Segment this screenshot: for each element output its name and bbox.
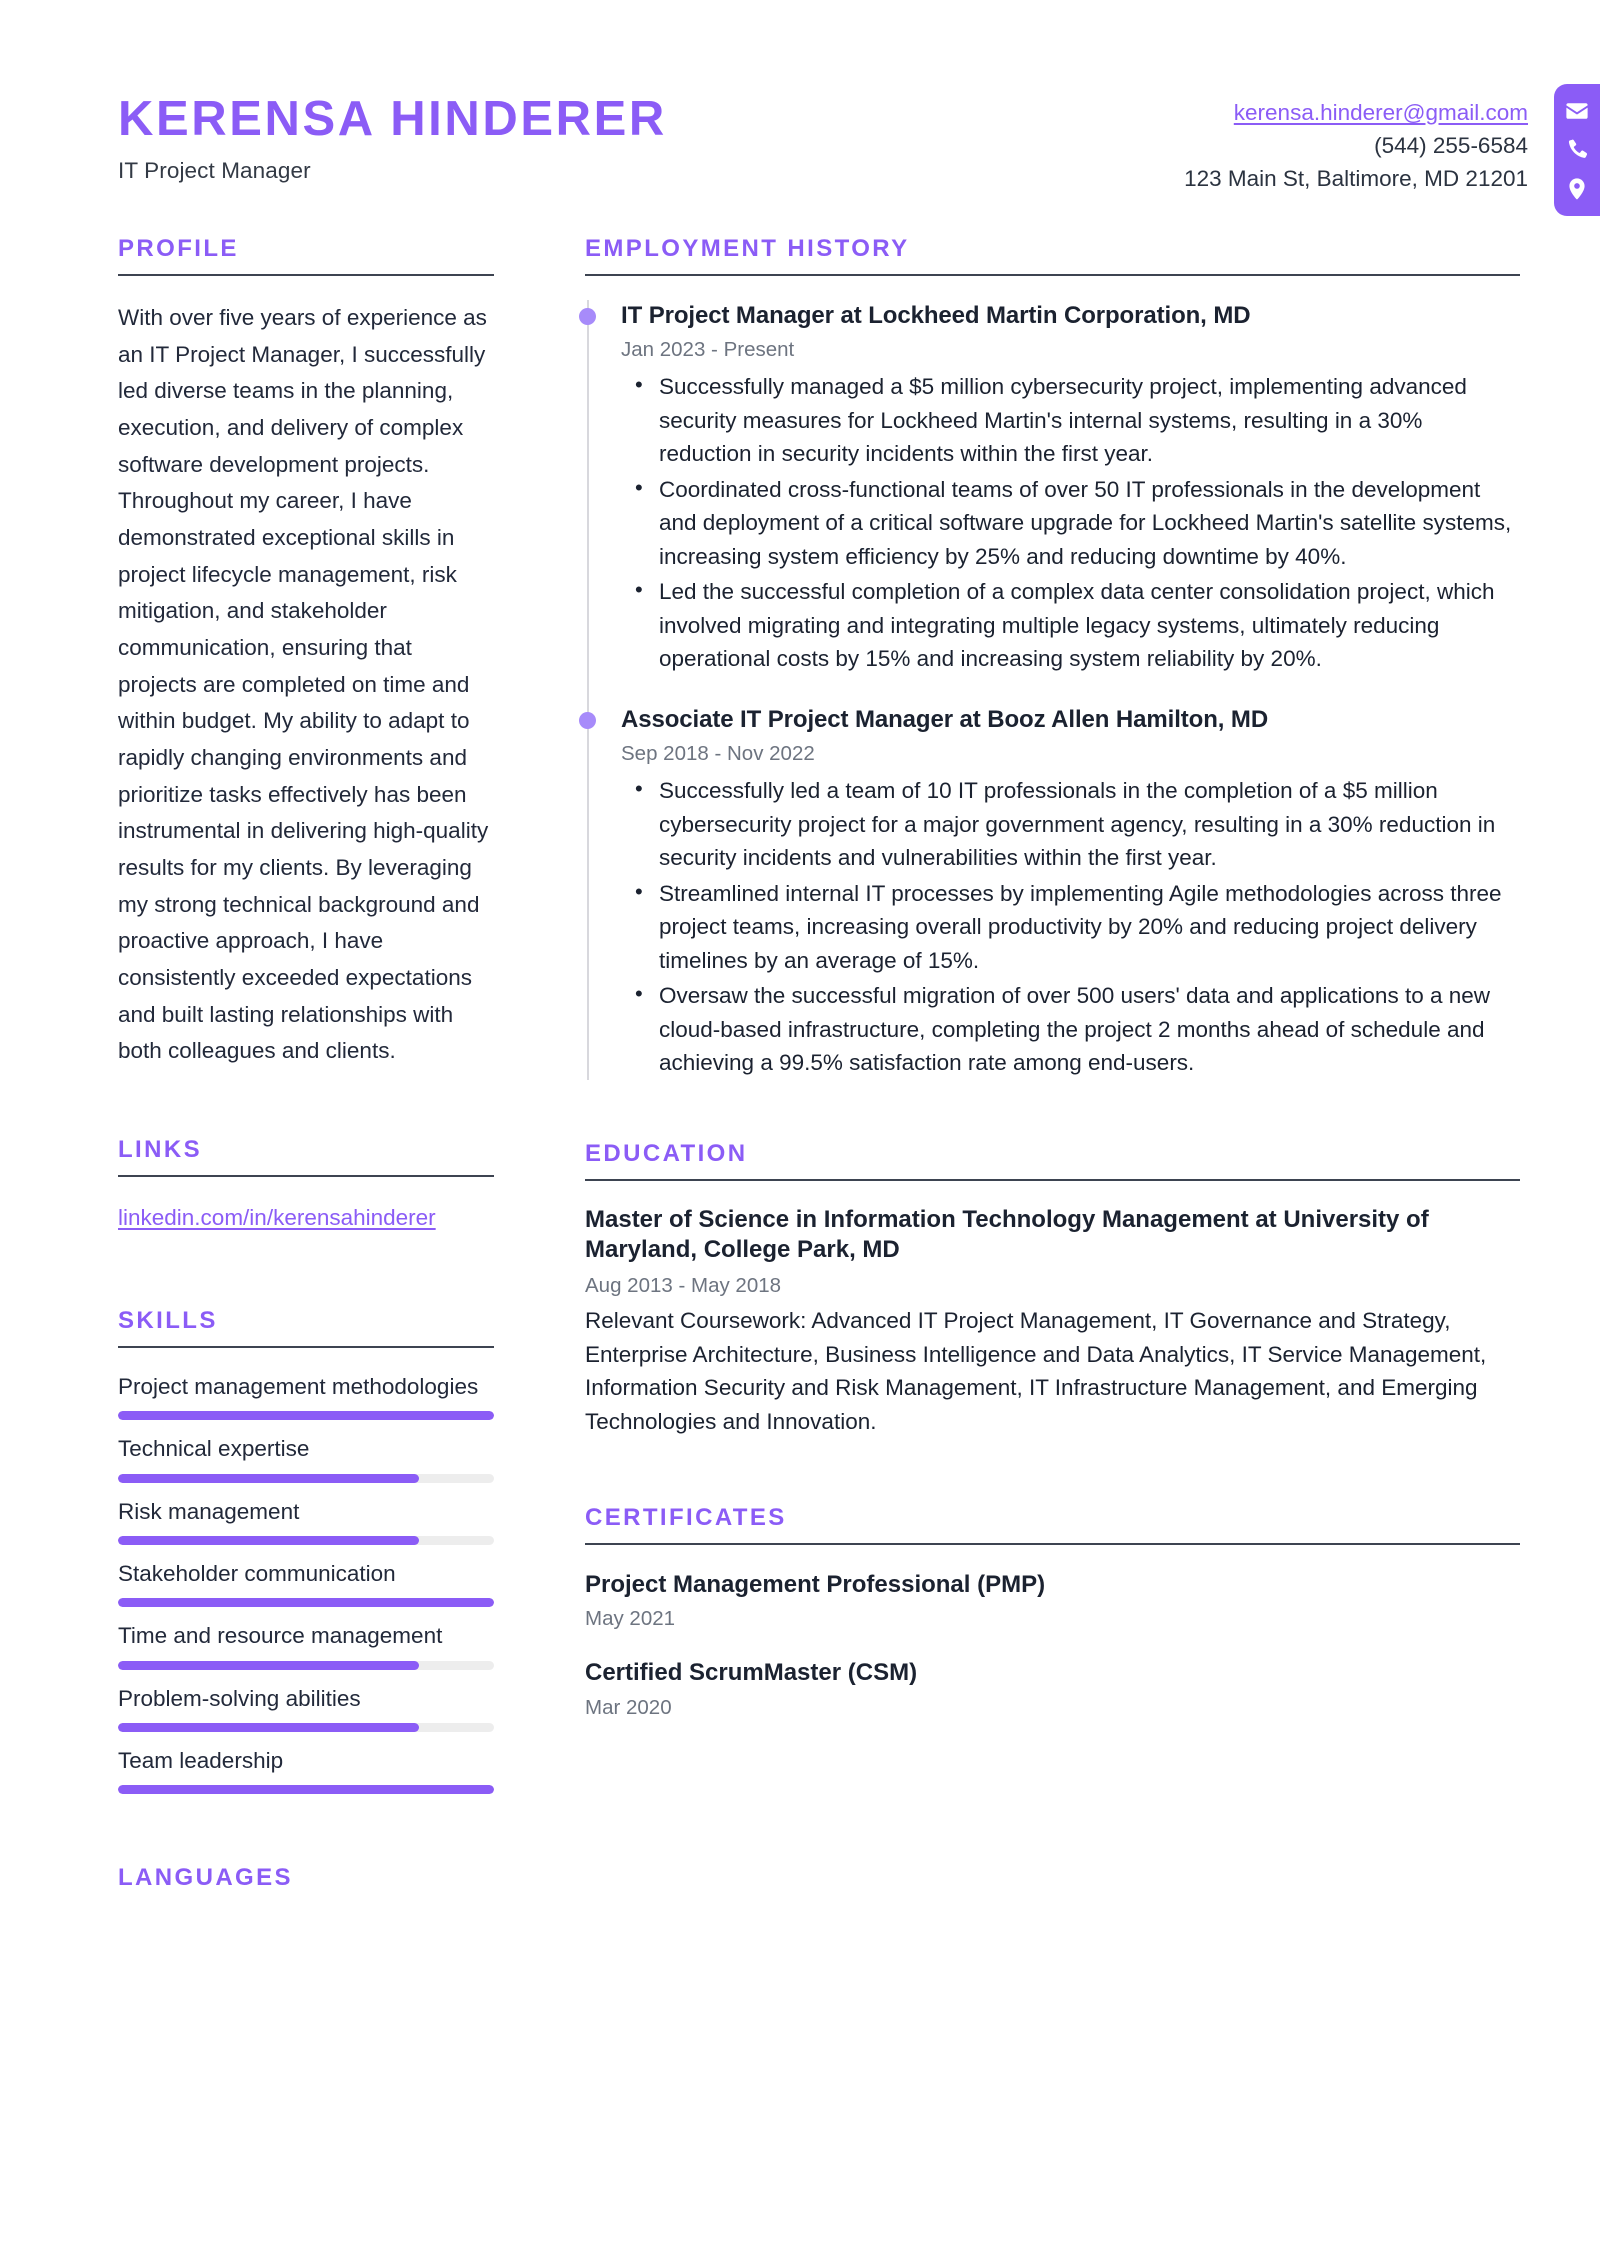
skill-progress-track (118, 1785, 494, 1794)
section-divider (118, 1175, 494, 1177)
main-column (538, 235, 1520, 1720)
skill-item (118, 1684, 494, 1732)
section-divider (118, 1346, 494, 1348)
skill-item (118, 1434, 494, 1482)
timeline-dot-icon (579, 308, 596, 325)
skill-progress-fill (118, 1411, 494, 1420)
employment-section (585, 235, 1520, 1080)
certificates-section (585, 1504, 1520, 1719)
employment-heading: EMPLOYMENT HISTORY (585, 235, 910, 262)
skill-name: Time and resource management (118, 1623, 443, 1649)
links-section (118, 1136, 494, 1235)
employment-bullets (621, 774, 1520, 1080)
skill-progress-fill (118, 1785, 494, 1794)
education-dates: Aug 2013 - May 2018 (585, 1274, 782, 1298)
certificate-name: Certified ScrumMaster (CSM) (585, 1659, 918, 1687)
link-item-linkedin[interactable]: linkedin.com/in/kerensahinderer (118, 1205, 436, 1231)
certificate-entry (585, 1657, 1520, 1719)
employment-entry (621, 300, 1520, 676)
profile-text: With over five years of experience as an IT Project Manager, I successfully led diverse teams in the planning, execution, and delivery of complex software development projects. Throughout my career, I have demonstrated exceptional skills in project lifecycle management, risk mitigation, and stakeholder communication, ensuring that projects are completed on time and within budget. My ability to adapt to rapidly changing environments and prioritize tasks effectively has been instrumental in delivering high-quality results for my clients. By leveraging my strong technical background and proactive approach, I have consistently exceeded expectations and built lasting relationships with both colleagues and clients. (118, 305, 489, 1064)
skill-name: Project management methodologies (118, 1373, 479, 1399)
certificates-list (585, 1569, 1520, 1719)
education-list (585, 1205, 1520, 1439)
skill-progress-track (118, 1723, 494, 1732)
employment-title: IT Project Manager at Lockheed Martin Corporation, MD (621, 302, 1251, 329)
certificate-name: Project Management Professional (PMP) (585, 1571, 1046, 1599)
certificate-date: Mar 2020 (585, 1695, 672, 1719)
contact-address: 123 Main St, Baltimore, MD 21201 (1184, 166, 1528, 192)
skill-name: Stakeholder communication (118, 1560, 396, 1586)
phone-icon (1564, 137, 1590, 163)
skill-progress-track (118, 1474, 494, 1483)
skill-progress-track (118, 1661, 494, 1670)
languages-heading: LANGUAGES (118, 1864, 293, 1892)
skill-item (118, 1746, 494, 1794)
education-description: Relevant Coursework: Advanced IT Project Management, IT Governance and Strategy, Enterprise Architecture, Business Intelligence and Data Analytics, IT Service Management, Information Security and Risk Management, IT Infrastructure Management, and Emerging Technologies and Innovation. (585, 1308, 1487, 1434)
job-title-subtitle: IT Project Manager (118, 158, 311, 184)
resume-body (0, 235, 1600, 1903)
skill-name: Technical expertise (118, 1436, 310, 1462)
employment-title: Associate IT Project Manager at Booz Allen Hamilton, MD (621, 705, 1269, 733)
skill-name: Problem-solving abilities (118, 1685, 361, 1711)
certificates-heading: CERTIFICATES (585, 1504, 787, 1532)
links-list (118, 1201, 494, 1235)
list-item: • Streamlined internal IT processes by implementing Agile methodologies across three project teams, increasing overall productivity by 20% and reducing project delivery timelines by an average of 15%. (621, 877, 1520, 978)
education-heading: EDUCATION (585, 1139, 748, 1167)
employment-dates: Jan 2023 - Present (621, 338, 795, 362)
skill-progress-fill (118, 1536, 419, 1545)
location-pin-icon (1564, 176, 1590, 202)
sidebar-column (118, 235, 538, 1903)
employment-entry (621, 704, 1520, 1080)
certificate-entry (585, 1569, 1520, 1631)
list-item: • Led the successful completion of a complex data center consolidation project, which involved migrating and integrating multiple legacy systems, ultimately reducing operational costs by 15% and increasing system reliability by 20%. (621, 575, 1520, 676)
education-section (585, 1140, 1520, 1439)
contact-phone: (544) 255-6584 (1374, 133, 1528, 159)
skill-progress-fill (118, 1723, 419, 1732)
resume-header (0, 0, 1600, 235)
skills-list (118, 1372, 494, 1795)
section-divider (585, 1543, 1520, 1545)
timeline-dot-icon (579, 712, 596, 729)
contact-block (1184, 84, 1600, 216)
skill-progress-track (118, 1411, 494, 1420)
education-entry (585, 1205, 1520, 1439)
skill-item (118, 1621, 494, 1669)
certificate-date: May 2021 (585, 1607, 676, 1631)
contact-email[interactable]: kerensa.hinderer@gmail.com (1233, 100, 1528, 125)
list-item: • Oversaw the successful migration of over 500 users' data and applications to a new cloud-based infrastructure, completing the project 2 months ahead of schedule and achieving a 99.5% satisfaction rate among end-users. (621, 979, 1520, 1080)
employment-timeline (585, 300, 1520, 1080)
employment-bullets (621, 370, 1520, 676)
education-degree: Master of Science in Information Technology Management at University of Maryland, College Park, MD (585, 1205, 1429, 1264)
profile-heading: PROFILE (118, 235, 239, 262)
section-divider (585, 274, 1520, 276)
links-heading: LINKS (118, 1136, 202, 1164)
skills-heading: SKILLS (118, 1306, 218, 1334)
skill-item (118, 1559, 494, 1607)
languages-section (118, 1864, 494, 1903)
skill-item (118, 1497, 494, 1545)
list-item: • Successfully led a team of 10 IT professionals in the completion of a $5 million cybersecurity project for a major government agency, resulting in a 30% reduction in security incidents and vulnerabilities within the first year. (621, 774, 1520, 875)
skill-progress-track (118, 1598, 494, 1607)
skills-section (118, 1307, 494, 1795)
section-divider (118, 274, 494, 276)
contact-icon-rail (1554, 84, 1600, 216)
skill-name: Risk management (118, 1498, 300, 1524)
page-title: KERENSA HINDERER (118, 92, 667, 146)
skill-name: Team leadership (118, 1748, 284, 1774)
skill-item (118, 1372, 494, 1420)
skill-progress-fill (118, 1598, 494, 1607)
list-item: • Successfully managed a $5 million cybersecurity project, implementing advanced security measures for Lockheed Martin's internal systems, resulting in a 30% reduction in security incidents within the first year. (621, 370, 1520, 471)
skill-progress-fill (118, 1661, 419, 1670)
employment-dates: Sep 2018 - Nov 2022 (621, 742, 815, 766)
skill-progress-fill (118, 1474, 419, 1483)
envelope-icon (1564, 98, 1590, 124)
list-item: • Coordinated cross-functional teams of over 50 IT professionals in the development and deployment of a critical software upgrade for Lockheed Martin's satellite systems, increasing system efficiency by 25% and reducing downtime by 40%. (621, 473, 1520, 574)
section-divider (585, 1179, 1520, 1181)
skill-progress-track (118, 1536, 494, 1545)
profile-section (118, 235, 494, 1070)
identity-block (118, 84, 667, 184)
